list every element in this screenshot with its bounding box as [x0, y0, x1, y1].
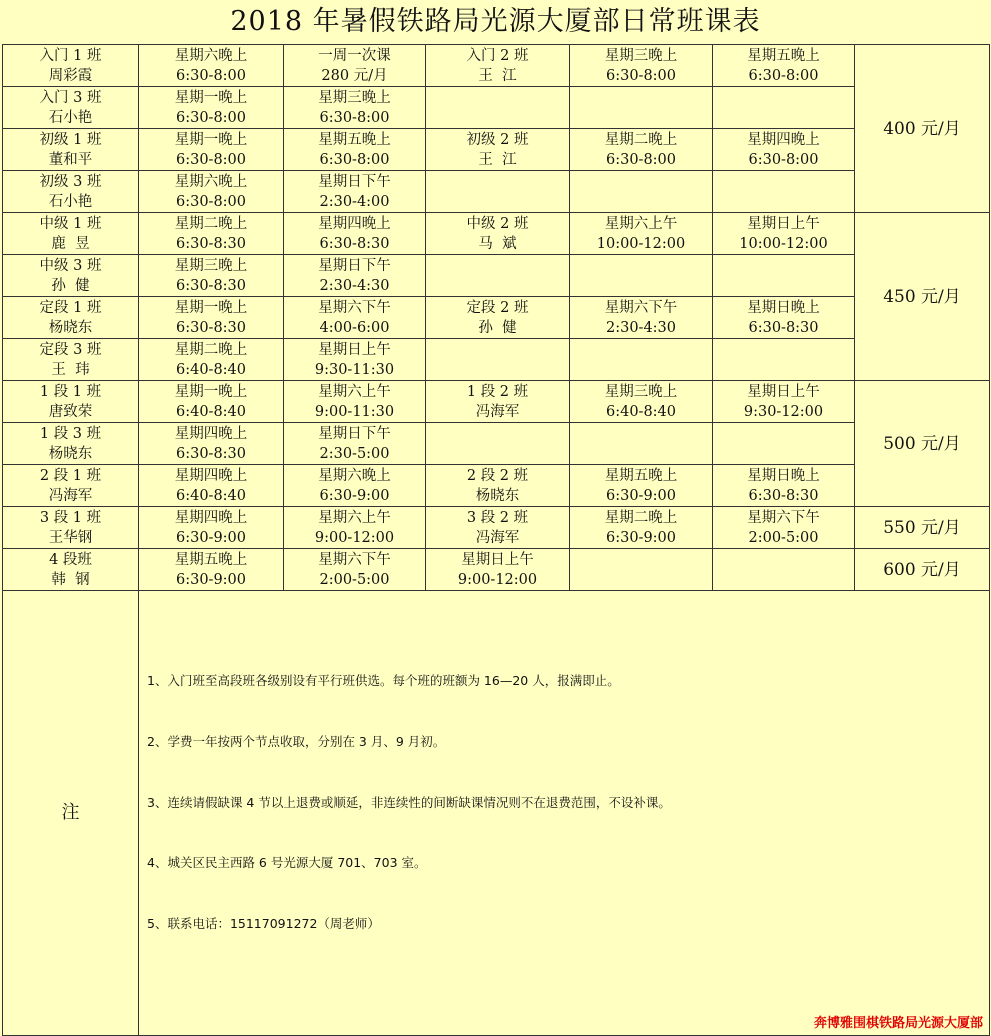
- schedule-cell: 星期六上午 9:00-11:30: [284, 381, 426, 423]
- schedule-cell: 星期四晚上 6:30-8:30: [139, 423, 284, 465]
- class-name-cell: 定段 1 班 杨晓东: [3, 297, 139, 339]
- class-name-cell: 初级 1 班 董和平: [3, 129, 139, 171]
- schedule-cell: 星期一晚上 6:30-8:00: [139, 87, 284, 129]
- empty-cell: [570, 339, 713, 381]
- class-name-cell: 3 段 2 班 冯海军: [426, 507, 570, 549]
- schedule-cell: 星期六晚上 6:30-9:00: [284, 465, 426, 507]
- class-name-cell: 初级 2 班 王 江: [426, 129, 570, 171]
- empty-cell: [570, 423, 713, 465]
- schedule-cell: 星期六晚上 6:30-8:00: [139, 171, 284, 213]
- schedule-cell: 星期五晚上 6:30-9:00: [139, 549, 284, 591]
- class-name-cell: 初级 3 班 石小艳: [3, 171, 139, 213]
- schedule-cell: 星期日上午 10:00-12:00: [713, 213, 855, 255]
- schedule-cell: 星期三晚上 6:30-8:30: [139, 255, 284, 297]
- price-cell: 450 元/月: [855, 213, 990, 381]
- price-cell: 550 元/月: [855, 507, 990, 549]
- schedule-cell: 星期日下午 2:30-4:00: [284, 171, 426, 213]
- class-name-cell: 1 段 2 班 冯海军: [426, 381, 570, 423]
- schedule-cell: 一周一次课 280 元/月: [284, 45, 426, 87]
- schedule-cell: 星期六下午 2:00-5:00: [713, 507, 855, 549]
- price-cell: 600 元/月: [855, 549, 990, 591]
- empty-cell: [713, 87, 855, 129]
- table-row: [3, 297, 990, 339]
- empty-cell: [426, 87, 570, 129]
- note-item: 2、学费一年按两个节点收取，分别在 3 月、9 月初。: [147, 733, 446, 749]
- class-name-cell: 中级 1 班 鹿 昱: [3, 213, 139, 255]
- notes-list: [147, 631, 983, 975]
- schedule-cell: 星期五晚上 6:30-8:00: [284, 129, 426, 171]
- note-item: 5、联系电话：15117091272（周老师）: [147, 916, 380, 932]
- class-name-cell: 2 段 1 班 冯海军: [3, 465, 139, 507]
- class-name-cell: 定段 3 班 王 玮: [3, 339, 139, 381]
- schedule-cell: 星期三晚上 6:40-8:40: [570, 381, 713, 423]
- schedule-cell: 星期一晚上 6:30-8:00: [139, 129, 284, 171]
- schedule-cell: 星期三晚上 6:30-8:00: [284, 87, 426, 129]
- schedule-cell: 星期三晚上 6:30-8:00: [570, 45, 713, 87]
- notes-row: [3, 591, 990, 1036]
- note-item: 4、城关区民主西路 6 号光源大厦 701、703 室。: [147, 855, 427, 871]
- note-item: 1、入门班至高段班各级别设有平行班供选。每个班的班额为 16—20 人，报满即止。: [147, 673, 620, 688]
- table-row: [3, 381, 990, 423]
- schedule-cell: 星期五晚上 6:30-9:00: [570, 465, 713, 507]
- schedule-cell: 星期日上午 9:00-12:00: [426, 549, 570, 591]
- organization-name: 奔博雅围棋铁路局光源大厦部: [813, 1015, 983, 1031]
- schedule-cell: 星期一晚上 6:30-8:30: [139, 297, 284, 339]
- table-row: [3, 45, 990, 87]
- class-name-cell: 1 段 1 班 唐致荣: [3, 381, 139, 423]
- table-row: [3, 255, 990, 297]
- schedule-cell: 星期日下午 2:30-5:00: [284, 423, 426, 465]
- schedule-cell: 星期二晚上 6:40-8:40: [139, 339, 284, 381]
- table-row: [3, 465, 990, 507]
- schedule-cell: 星期六下午 2:00-5:00: [284, 549, 426, 591]
- empty-cell: [713, 255, 855, 297]
- schedule-cell: 星期六下午 2:30-4:30: [570, 297, 713, 339]
- class-name-cell: 中级 3 班 孙 健: [3, 255, 139, 297]
- class-name-cell: 入门 2 班 王 江: [426, 45, 570, 87]
- empty-cell: [713, 549, 855, 591]
- schedule-cell: 星期日晚上 6:30-8:30: [713, 297, 855, 339]
- schedule-cell: 星期日下午 2:30-4:30: [284, 255, 426, 297]
- schedule-cell: 星期四晚上 6:30-9:00: [139, 507, 284, 549]
- schedule-cell: 星期日晚上 6:30-8:30: [713, 465, 855, 507]
- class-name-cell: 中级 2 班 马 斌: [426, 213, 570, 255]
- schedule-cell: 星期二晚上 6:30-9:00: [570, 507, 713, 549]
- table-row: [3, 549, 990, 591]
- class-name-cell: 入门 1 班 周彩霞: [3, 45, 139, 87]
- table-row: [3, 339, 990, 381]
- note-item: 3、连续请假缺课 4 节以上退费或顺延，非连续性的间断缺课情况则不在退费范围，不设补课。: [147, 794, 671, 810]
- notes-label: 注: [3, 591, 139, 1036]
- empty-cell: [426, 339, 570, 381]
- schedule-cell: 星期六下午 4:00-6:00: [284, 297, 426, 339]
- schedule-cell: 星期四晚上 6:30-8:00: [713, 129, 855, 171]
- table-row: [3, 171, 990, 213]
- schedule-cell: 星期四晚上 6:30-8:30: [284, 213, 426, 255]
- class-name-cell: 入门 3 班 石小艳: [3, 87, 139, 129]
- schedule-cell: 星期四晚上 6:40-8:40: [139, 465, 284, 507]
- schedule-cell: 星期一晚上 6:40-8:40: [139, 381, 284, 423]
- schedule-cell: 星期日上午 9:30-11:30: [284, 339, 426, 381]
- empty-cell: [570, 549, 713, 591]
- table-row: [3, 507, 990, 549]
- empty-cell: [713, 423, 855, 465]
- empty-cell: [713, 339, 855, 381]
- empty-cell: [570, 87, 713, 129]
- schedule-cell: 星期二晚上 6:30-8:30: [139, 213, 284, 255]
- empty-cell: [570, 171, 713, 213]
- empty-cell: [426, 423, 570, 465]
- page-title: 2018 年暑假铁路局光源大厦部日常班课表: [230, 6, 761, 37]
- class-name-cell: 2 段 2 班 杨晓东: [426, 465, 570, 507]
- class-name-cell: 4 段班 韩 钢: [3, 549, 139, 591]
- class-name-cell: 3 段 1 班 王华钢: [3, 507, 139, 549]
- empty-cell: [426, 171, 570, 213]
- table-row: [3, 129, 990, 171]
- schedule-table: [2, 44, 990, 1036]
- schedule-cell: 星期二晚上 6:30-8:00: [570, 129, 713, 171]
- class-name-cell: 1 段 3 班 杨晓东: [3, 423, 139, 465]
- schedule-cell: 星期六上午 10:00-12:00: [570, 213, 713, 255]
- table-row: [3, 87, 990, 129]
- empty-cell: [570, 255, 713, 297]
- schedule-cell: 星期五晚上 6:30-8:00: [713, 45, 855, 87]
- schedule-cell: 星期六上午 9:00-12:00: [284, 507, 426, 549]
- empty-cell: [713, 171, 855, 213]
- schedule-cell: 星期日上午 9:30-12:00: [713, 381, 855, 423]
- class-name-cell: 定段 2 班 孙 健: [426, 297, 570, 339]
- table-row: [3, 213, 990, 255]
- notes-cell: [139, 591, 990, 1036]
- schedule-cell: 星期六晚上 6:30-8:00: [139, 45, 284, 87]
- empty-cell: [426, 255, 570, 297]
- price-cell: 500 元/月: [855, 381, 990, 507]
- price-cell: 400 元/月: [855, 45, 990, 213]
- table-row: [3, 423, 990, 465]
